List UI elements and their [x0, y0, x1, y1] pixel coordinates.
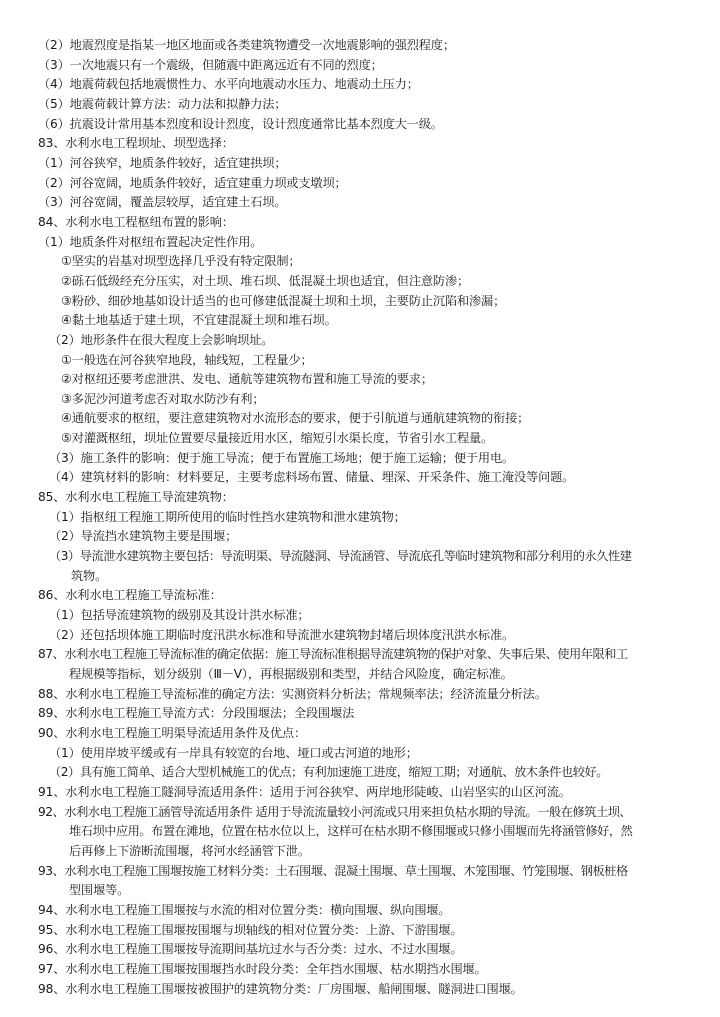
text-line: ②砾石低级经充分压实，对土坝、堆石坝、低混凝土坝也适宜，但注意防渗； [61, 273, 470, 288]
text-line: 98、水利水电工程施工围堰按被围护的建筑物分类：厂房围堰、船闸围堰、隧洞进口围堰。 [38, 981, 523, 996]
text-line: ④通航要求的枢纽，要注意建筑物对水流形态的要求，便于引航道与通航建筑物的衔接； [61, 411, 530, 426]
text-line: 92、水利水电工程施工涵管导流适用条件 适用于导流流量较小河流或只用来担负枯水期的导流。一般在修筑土坝、 [38, 804, 632, 819]
text-line: （6）抗震设计常用基本烈度和设计烈度，设计烈度通常比基本烈度大一级。 [38, 116, 443, 131]
text-line: （1）地质条件对枢纽布置起决定性作用。 [38, 234, 263, 249]
text-line: ⑤对灌溉枢纽，坝址位置要尽量接近用水区，缩短引水渠长度，节省引水工程量。 [61, 431, 494, 446]
text-line: ①一般选在河谷狭窄地段，轴线短，工程量少； [61, 352, 313, 367]
text-line: 88、水利水电工程施工导流标准的确定方法：实测资料分析法；常规频率法；经济流量分析法。 [38, 686, 547, 701]
text-line: 91、水利水电工程施工隧洞导流适用条件：适用于河谷狭窄、两岸地形陡峻、山岩坚实的山区河流。 [38, 784, 571, 799]
text-line: 95、水利水电工程施工围堰按围堰与坝轴线的相对位置分类：上游、下游围堰。 [38, 922, 463, 937]
document-page [0, 36, 720, 999]
section-heading: 83、水利水电工程坝址、坝型选择： [38, 136, 234, 151]
text-line: ③粉砂、细砂地基如设计适当的也可修建低混凝土坝和土坝，主要防止沉陷和渗漏； [61, 293, 506, 308]
text-line: （2）地震烈度是指某一地区地面或各类建筑物遭受一次地震影响的强烈程度； [38, 38, 455, 52]
text-line: （2）还包括坝体施工期临时度汛洪水标准和导流泄水建筑物封堵后坝体度汛洪水标准。 [49, 627, 515, 642]
text-line: （1）河谷狭窄，地质条件较好，适宜建拱坝； [38, 155, 287, 170]
text-line: （5）地震荷载计算方法：动力法和拟静力法； [38, 96, 287, 111]
text-line: 程规模等指标，划分级别（Ⅲ－Ⅴ），再根据级别和类型，并结合风险度，确定标准。 [69, 667, 513, 681]
section-heading: 90、水利水电工程施工明渠导流适用条件及优点： [38, 725, 306, 740]
section-heading: 86、水利水电工程施工导流标准： [38, 588, 222, 603]
text-line: （2）具有施工简单、适合大型机械施工的优点；有利加速施工进度，缩短工期；对通航、放木条件也较好。 [49, 765, 608, 780]
text-line: （2）地形条件在很大程度上会影响坝址。 [49, 332, 274, 347]
section-heading: 84、水利水电工程枢纽布置的影响： [38, 214, 234, 229]
text-line: （4）建筑材料的影响：材料要足，主要考虑料场布置、储量、埋深、开采条件、施工淹没等问题。 [49, 470, 575, 485]
text-line: ①坚实的岩基对坝型选择几乎没有特定限制； [61, 254, 301, 269]
text-line: 94、水利水电工程施工围堰按与水流的相对位置分类：横向围堰、纵向围堰。 [38, 902, 451, 917]
text-line: （1）指枢纽工程施工期所使用的临时性挡水建筑物和泄水建筑物； [49, 509, 406, 524]
text-line: 97、水利水电工程施工围堰按围堰挡水时段分类：全年挡水围堰、枯水期挡水围堰。 [38, 961, 487, 976]
text-line: （1）使用岸坡平缓或有一岸具有较宽的台地、垭口或古河道的地形； [49, 745, 418, 760]
text-line: （3）施工条件的影响：便于施工导流；便于布置施工场地；便于施工运输；便于用电。 [49, 450, 515, 465]
text-line: （3）河谷宽阔，覆盖层较厚，适宜建土石坝。 [38, 195, 287, 210]
text-line: （1）包括导流建筑物的级别及其设计洪水标准； [49, 608, 310, 623]
text-line: ②对枢纽还要考虑泄洪、发电、通航等建筑物布置和施工导流的要求； [61, 372, 433, 387]
text-line: （3）导流泄水建筑物主要包括：导流明渠、导流隧洞、导流涵管、导流底孔等临时建筑物和部分利用的永久性建 [49, 549, 632, 564]
text-line: （3）一次地震只有一个震级，但随震中距离远近有不同的烈度； [38, 57, 383, 72]
text-line: （4）地震荷载包括地震惯性力、水平向地震动水压力、地震动土压力； [38, 77, 419, 92]
text-line: 96、水利水电工程施工围堰按导流期间基坑过水与否分类：过水、不过水围堰。 [38, 942, 463, 957]
text-line: 89、水利水电工程施工导流方式：分段围堰法；全段围堰法 [38, 706, 355, 721]
text-line: ③多泥沙河道考虑否对取水防沙有利； [61, 391, 265, 406]
text-line: ④黏土地基适于建土坝，不宜建混凝土坝和堆石坝。 [61, 313, 337, 328]
text-line: 87、水利水电工程施工导流标准的确定依据：施工导流标准根据导流建筑物的保护对象、失事后果、使用年限和工 [38, 647, 628, 662]
text-line: 93、水利水电工程施工围堰按施工材料分类：土石围堰、混凝土围堰、草土围堰、木笼围堰、竹笼围堰、钢板桩格 [38, 863, 628, 878]
text-line: 筑物。 [71, 568, 108, 583]
text-line: （2）导流挡水建筑物主要是围堰； [49, 529, 238, 544]
section-heading: 85、水利水电工程施工导流建筑物： [38, 490, 234, 505]
text-line: 后再修上下游断流围堰，将河水经涵管下泄。 [69, 843, 310, 858]
text-line: 型围堰等。 [69, 883, 130, 898]
text-line: 堆石坝中应用。布置在滩地，位置在枯水位以上，这样可在枯水期不修围堰或只修小围堰而先将涵管修好，然 [69, 824, 633, 839]
text-line: （2）河谷宽阔，地质条件较好，适宜建重力坝或支墩坝； [38, 175, 347, 190]
